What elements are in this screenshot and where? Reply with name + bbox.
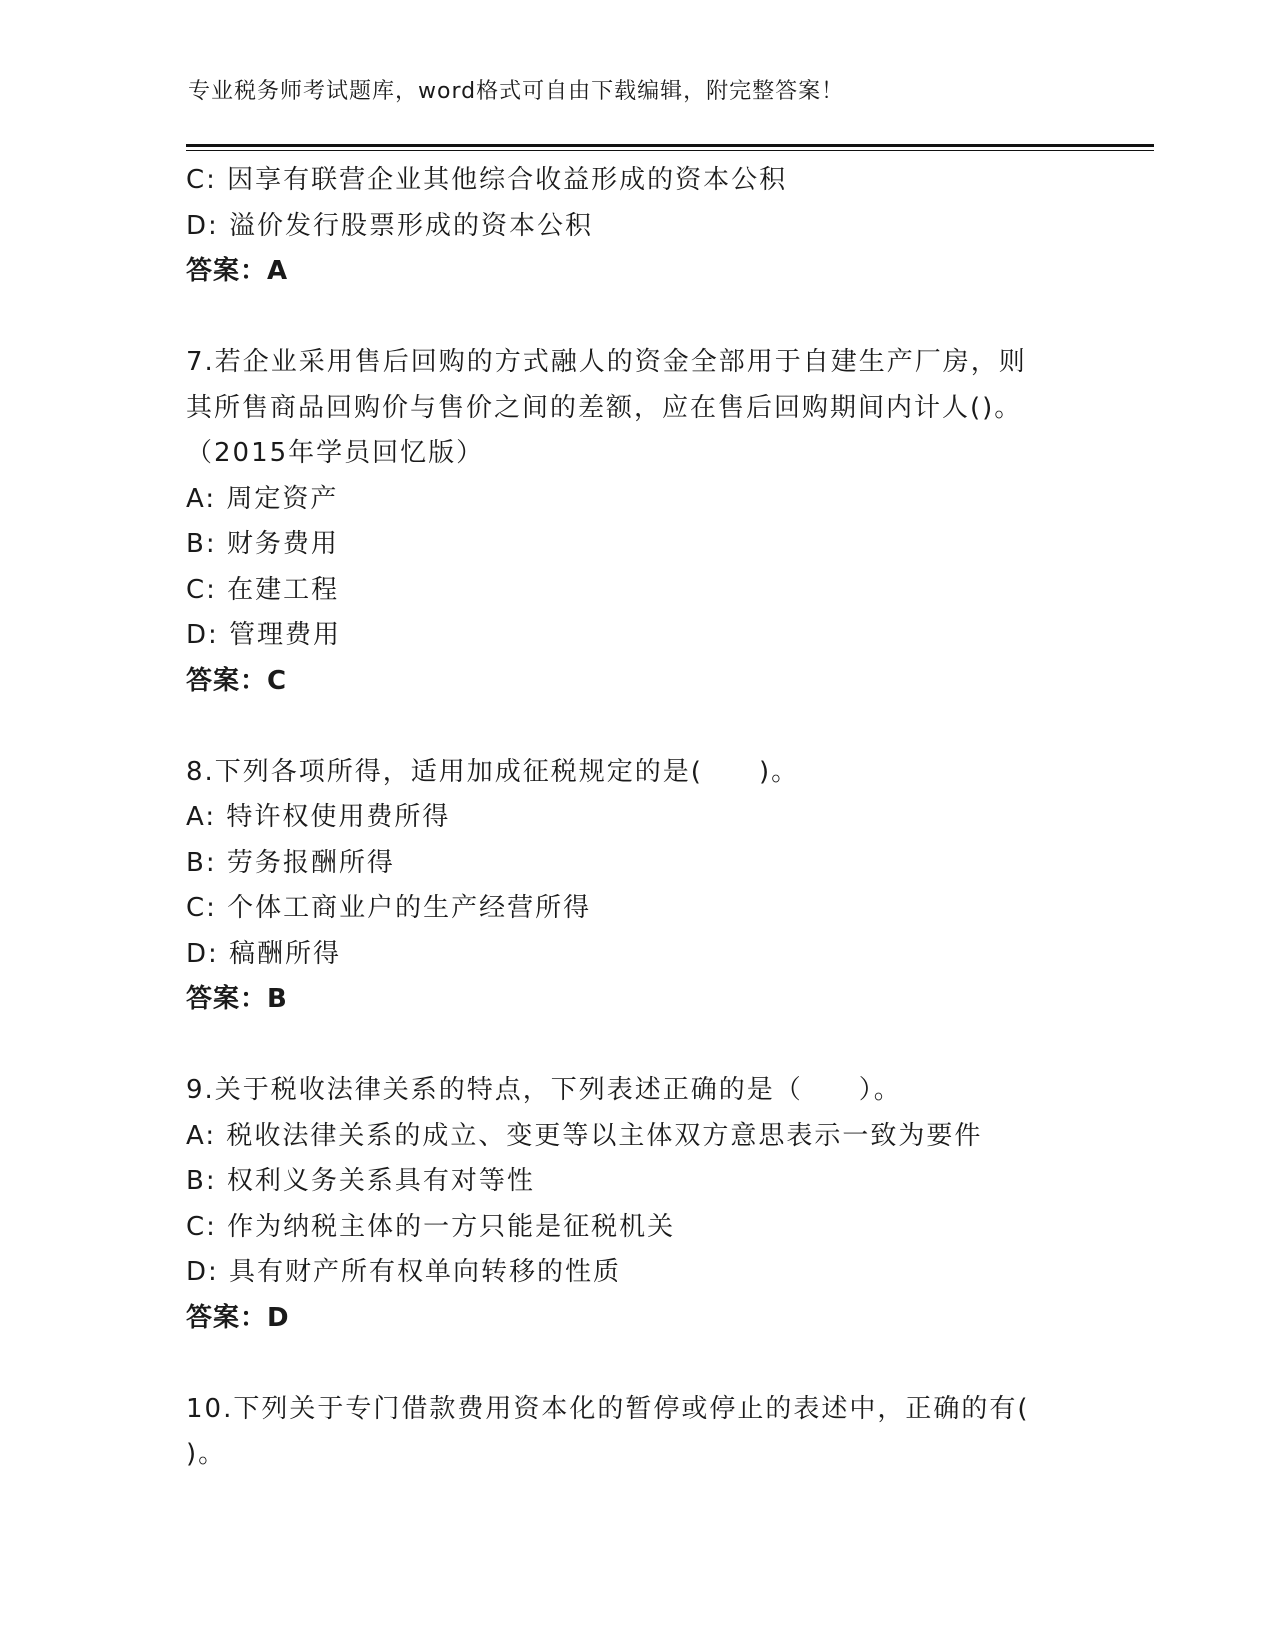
question-7 [186, 340, 1086, 704]
question-text: )。 [186, 1439, 227, 1469]
question-9 [186, 1068, 1086, 1341]
option-a: A: 周定资产 [186, 483, 339, 514]
option-d: D: 溢价发行股票形成的资本公积 [186, 210, 594, 241]
answer: 答案：B [186, 984, 288, 1014]
question-text: 10.下列关于专门借款费用资本化的暂停或停止的表述中，正确的有( [186, 1393, 1030, 1424]
option-a: A: 税收法律关系的成立、变更等以主体双方意思表示一致为要件 [186, 1120, 983, 1151]
option-d: D: 管理费用 [186, 620, 342, 650]
document-body [186, 158, 1086, 1478]
question-text: 8.下列各项所得，适用加成征税规定的是( )。 [186, 756, 800, 787]
option-b: B: 劳务报酬所得 [186, 847, 395, 878]
option-c: C: 在建工程 [186, 574, 340, 605]
question-text: 7.若企业采用售后回购的方式融人的资金全部用于自建生产厂房，则 [186, 347, 1027, 377]
option-c: C: 因享有联营企业其他综合收益形成的资本公积 [186, 165, 788, 195]
answer: 答案：C [186, 665, 288, 696]
header-divider-thin [186, 150, 1154, 151]
question-8 [186, 750, 1086, 1023]
option-b: B: 权利义务关系具有对等性 [186, 1166, 535, 1196]
question-10 [186, 1387, 1086, 1478]
option-d: D: 稿酬所得 [186, 938, 342, 969]
option-b: B: 财务费用 [186, 529, 339, 559]
option-c: C: 个体工商业户的生产经营所得 [186, 893, 592, 923]
question-text: 9.关于税收法律关系的特点，下列表述正确的是（ ）。 [186, 1075, 902, 1105]
answer: 答案：D [186, 1302, 290, 1333]
page-header: 专业税务师考试题库，word格式可自由下载编辑，附完整答案！ [188, 79, 845, 104]
header-divider-thick [186, 144, 1154, 147]
option-a: A: 特许权使用费所得 [186, 802, 451, 832]
question-text: 其所售商品回购价与售价之间的差额，应在售后回购期间内计人()。 [186, 392, 1023, 423]
option-d: D: 具有财产所有权单向转移的性质 [186, 1257, 622, 1287]
question-text: （2015年学员回忆版） [186, 438, 485, 468]
carryover-block [186, 158, 1086, 295]
answer: 答案：A [186, 256, 289, 286]
option-c: C: 作为纳税主体的一方只能是征税机关 [186, 1211, 676, 1242]
